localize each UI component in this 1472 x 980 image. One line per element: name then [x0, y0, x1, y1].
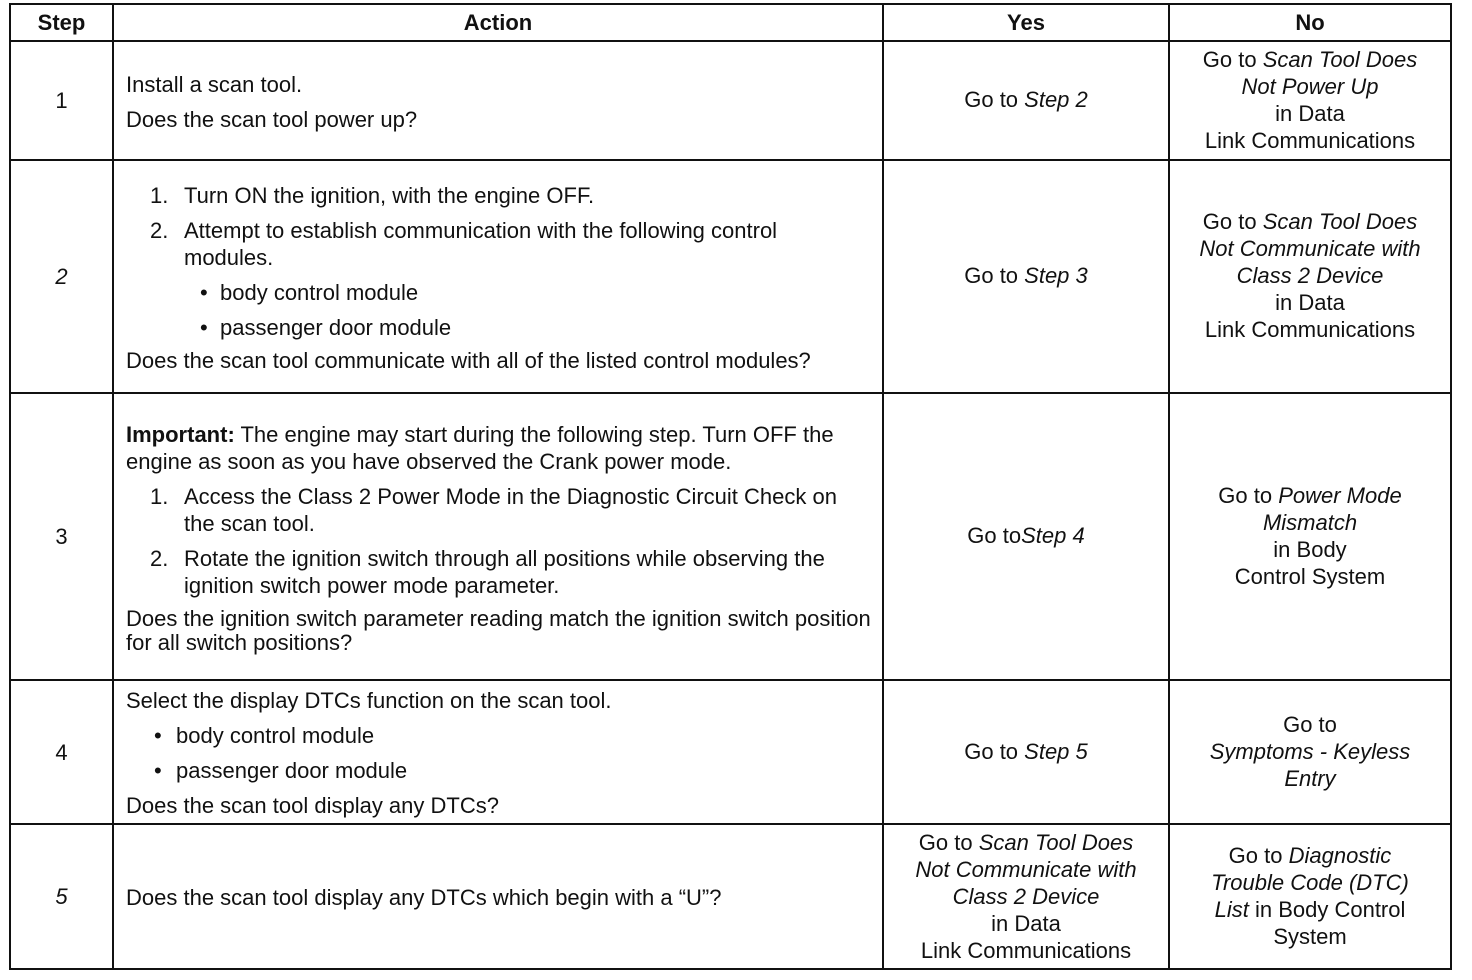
no-text: in Data [1275, 290, 1345, 315]
yes-link[interactable]: Step 3 [1024, 263, 1088, 288]
yes-prefix: Go to [967, 523, 1022, 548]
header-no: No [1169, 4, 1451, 41]
no-text: Go to [1283, 711, 1337, 737]
yes-link[interactable]: Class 2 Device [952, 884, 1100, 909]
list-item: 2. Rotate the ignition switch through all positions while observing the ignition switch power mode parameter. [150, 545, 825, 598]
no-link[interactable]: Symptoms - Keyless [1209, 738, 1411, 764]
yes-text: in Data [991, 911, 1061, 936]
no-link[interactable]: Scan Tool Does [1262, 46, 1418, 72]
yes-cell [883, 680, 1169, 824]
yes-prefix: Go to [964, 738, 1025, 764]
action-cell [113, 680, 883, 824]
action-text: Select the display DTCs function on the scan tool. [126, 688, 612, 713]
no-prefix: Go to [1228, 842, 1289, 868]
table-row [10, 393, 1451, 680]
header-action: Action [113, 4, 883, 41]
yes-link[interactable]: Step 2 [1024, 87, 1088, 112]
yes-link[interactable]: Scan Tool Does [978, 830, 1134, 855]
yes-prefix: Go to [918, 830, 979, 855]
no-text: System [1273, 923, 1347, 949]
no-cell [1169, 680, 1451, 824]
action-question: Does the ignition switch parameter reading match the ignition switch position for all switch positions? [126, 605, 871, 655]
no-cell [1169, 41, 1451, 160]
no-link[interactable]: Trouble Code (DTC) [1211, 869, 1409, 895]
list-item: • body control module [200, 280, 419, 305]
no-link[interactable]: Not Communicate with [1199, 236, 1421, 261]
yes-prefix: Go to [964, 263, 1025, 288]
bullet-list [126, 722, 872, 784]
header-step: Step [10, 4, 113, 41]
no-link[interactable]: Entry [1284, 765, 1336, 791]
yes-cell [883, 824, 1169, 969]
no-text: Control System [1234, 563, 1386, 589]
no-link[interactable]: Not Power Up [1241, 73, 1379, 99]
step-number: 1 [10, 41, 113, 160]
no-cell [1169, 824, 1451, 969]
action-text: Install a scan tool. [126, 71, 303, 97]
action-question: Does the scan tool communicate with all of the listed control modules? [126, 348, 811, 373]
numbered-list [126, 182, 872, 271]
yes-link[interactable]: Step 5 [1024, 738, 1088, 764]
yes-cell [883, 41, 1169, 160]
yes-cell [883, 393, 1169, 680]
yes-cell [883, 160, 1169, 393]
no-text: in Data [1275, 100, 1345, 126]
list-item: • body control module [154, 723, 375, 748]
no-text: Link Communications [1204, 127, 1416, 153]
no-prefix: Go to [1202, 209, 1263, 234]
bullet-list [126, 279, 872, 341]
list-item: 1. Access the Class 2 Power Mode in the Diagnostic Circuit Check on the scan tool. [150, 483, 837, 536]
action-cell [113, 41, 883, 160]
no-cell [1169, 393, 1451, 680]
no-link[interactable]: Scan Tool Does [1262, 209, 1418, 234]
step-number: 3 [10, 393, 113, 680]
action-question: Does the scan tool power up? [126, 106, 418, 132]
table-row [10, 160, 1451, 393]
yes-prefix: Go to [964, 87, 1025, 112]
no-link[interactable]: Class 2 Device [1236, 263, 1384, 288]
numbered-list [126, 483, 872, 599]
no-prefix: Go to [1218, 482, 1279, 508]
list-item: • passenger door module [200, 315, 452, 340]
yes-link[interactable]: Step 4 [1021, 523, 1085, 548]
action-cell [113, 160, 883, 393]
header-row [10, 4, 1451, 41]
step-number: 4 [10, 680, 113, 824]
action-question: Does the scan tool display any DTCs which begin with a “U”? [126, 885, 722, 910]
step-number: 2 [10, 160, 113, 393]
action-cell [113, 824, 883, 969]
table-row [10, 41, 1451, 160]
step-number: 5 [10, 824, 113, 969]
no-text: in Body [1273, 536, 1347, 562]
action-question: Does the scan tool display any DTCs? [126, 793, 499, 818]
list-item: • passenger door module [154, 758, 408, 783]
yes-link[interactable]: Not Communicate with [915, 857, 1137, 882]
action-cell [113, 393, 883, 680]
no-link[interactable]: Diagnostic [1288, 842, 1392, 868]
no-cell [1169, 160, 1451, 393]
list-item: 2. Attempt to establish communication with the following control modules. [150, 218, 778, 270]
diagnostic-table [9, 3, 1452, 970]
table-row [10, 824, 1451, 969]
yes-text: Link Communications [920, 938, 1132, 963]
no-text: Link Communications [1204, 317, 1416, 342]
important-text: The engine may start during the following step. Turn OFF the engine as soon as you have observed the Crank power mode. [126, 421, 834, 474]
no-link[interactable]: Mismatch [1262, 509, 1358, 535]
no-text: in Body Control [1248, 896, 1406, 922]
important-label: Important: [126, 421, 235, 447]
list-item: 1. Turn ON the ignition, with the engine OFF. [150, 183, 595, 208]
no-link[interactable]: Power Mode [1278, 482, 1402, 508]
no-link[interactable]: List [1214, 896, 1249, 922]
table-row [10, 680, 1451, 824]
header-yes: Yes [883, 4, 1169, 41]
important-note [126, 421, 872, 475]
no-prefix: Go to [1202, 46, 1263, 72]
